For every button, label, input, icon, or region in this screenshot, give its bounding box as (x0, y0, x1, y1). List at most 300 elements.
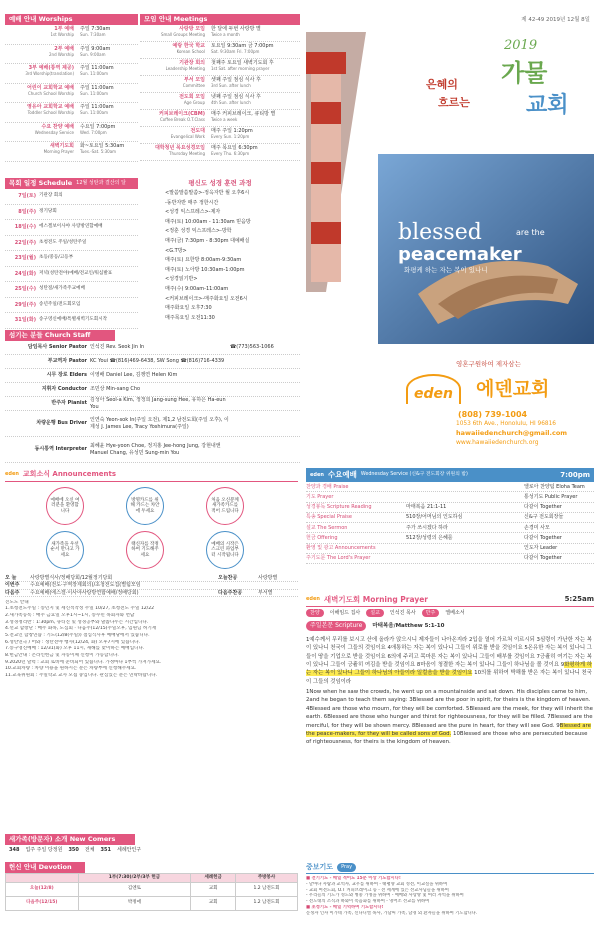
newcomers-section (5, 834, 298, 855)
worship-row (5, 103, 138, 123)
meeting-row (140, 144, 300, 161)
cover-title-3: 가물 (501, 59, 548, 87)
wed-leader: 손경미 사모 (524, 524, 550, 531)
stat-a-label: 업주 주일 당정원 (25, 847, 63, 853)
meeting-name-block (140, 77, 208, 88)
meeting-desc-en: Twice a month (211, 32, 240, 38)
meeting-desc-block (208, 94, 300, 105)
announce-note: 7.송구영신예배 : 12/31(화) 오후 11시, 새해를 맞이하는 예배입니다. (5, 646, 145, 652)
wednesday-row (306, 513, 594, 523)
meeting-name-block (140, 60, 208, 71)
prayer-line: - 전도대의 조직과 하와이 복음화를 위하여 - 영어소 선교를 위하여 (306, 899, 430, 905)
worship-name: 어린이 교회학교 예배 (27, 84, 74, 91)
worship-time-en: Sun. 11:00am (80, 90, 109, 96)
wed-item: 설교 The Sermon (306, 524, 348, 531)
meeting-desc: 매주 목요일 6:30pm (211, 145, 258, 151)
newcomers-stats (5, 845, 298, 855)
meeting-desc-en: Sat. 9:30am Fri. 7:00pm (211, 49, 260, 55)
schedule-date: 18일(수) (14, 224, 36, 231)
meeting-row (140, 76, 300, 93)
wed-leader: 신&구 전도회장들 (524, 514, 564, 521)
prayer-line: - 날마다 사람과 교역자, 교우를 위하여 - 태평양 교회 성전, 이교실을 위하여 (306, 881, 448, 887)
bible-line: 매주화요일 오후7:30 (165, 305, 212, 312)
staff-name: 최혜윤 Hye-yoon Choe, 정지홍 Jee-hong Jung, 강현내앤 Manuel Chang, 유성민 Sung-min You (90, 443, 221, 456)
staff-section (5, 330, 300, 463)
schedule-date: 8일(주) (18, 208, 36, 215)
issue-date: 제 42-49 2019년 12월 8일 (521, 17, 590, 23)
devotion-cell: 1.2 남전도회 (236, 896, 298, 910)
meetings-list (140, 25, 300, 161)
wed-item: 찬양과 경배 Praise (306, 483, 349, 490)
schedule-event: 성탄절/새가족주교예배 (39, 286, 85, 292)
bible-line: 매주(토) 노아방 10:30am-1:00pm (165, 266, 245, 273)
wed-item: 성경봉독 Scripture Reading (306, 504, 372, 510)
devotion-head-cell (6, 874, 79, 883)
worship-time: 화~토요일 5:30am (80, 143, 125, 149)
announce-note: 10.교회차량 : 차량 이용을 원하시는 분은 차량부에 신청해주세요. (5, 666, 137, 672)
meeting-row (140, 127, 300, 144)
staff-row (5, 355, 300, 369)
wed-leader: 통성기도 Public Prayer (524, 493, 578, 500)
wednesday-row (306, 544, 594, 554)
nextsun-label: 다음주 (5, 589, 20, 596)
prayer-value: 사랑방별 (258, 575, 278, 581)
worship-name: 3부 예배(통역 제공) (28, 65, 74, 71)
staff-phone: ☎(773)563-1066 (230, 344, 274, 351)
church-phone: (808) 739-1004 (458, 410, 528, 419)
schedule-date: 22일(주) (14, 239, 36, 246)
staff-name: 조민상 Min-sang Cho (90, 386, 141, 393)
meeting-desc: 매주 커피브레이크, 큐티방 별 (211, 111, 276, 117)
announce-circle: 예배의 시작은 스크린 파업부터 시작됩니다 (206, 531, 244, 569)
worship-name: 수요 찬양 예배 (41, 123, 74, 130)
meeting-name-en: Small Groups Meeting (160, 32, 205, 38)
worship-time: 주일 9:00am (80, 45, 111, 52)
staff-row (5, 341, 300, 355)
schedule-section (5, 178, 138, 329)
wednesday-row (306, 482, 594, 492)
wed-content: 512장/성령의 은혜를 (406, 534, 453, 541)
meeting-name-en: Evangelical Work (170, 134, 205, 140)
stat-a: 348 (9, 847, 20, 853)
worship-name-en: Toddler School Worship (27, 110, 74, 116)
worship-name-en: Morning Prayer (43, 149, 74, 155)
wednesday-subtitle: Wednesday Service (신&구 전도회장 위원의 밤) (360, 472, 468, 477)
devotion-head-cell: 주방봉사 (236, 874, 298, 883)
devotion-row (6, 882, 298, 896)
wednesday-time: 7:00pm (560, 470, 590, 479)
meeting-name-en: Korean School (176, 49, 205, 55)
worship-row (5, 123, 138, 143)
wed-leader: 다같이 Together (524, 555, 562, 562)
worship-name: 2부 예배 (54, 45, 74, 52)
worship-time: 수요일 7:00pm (80, 123, 116, 130)
meeting-name-en: Leadership Meeting (165, 66, 205, 72)
wednesday-header (306, 468, 594, 482)
nextpray-label: 다음주찬공 (218, 589, 243, 596)
worship-time-block (77, 85, 138, 96)
devotion-header-row (6, 874, 298, 883)
dawn-sermon-name: 인석진 목사 (389, 610, 416, 616)
announce-circle: 방명카드를 위해 카드는 차안에 두세요 (126, 487, 164, 525)
wed-item: 환영 및 광고 Announcements (306, 545, 376, 551)
wednesday-title: 수요예배 (327, 470, 357, 480)
worship-time: 주일 11:00am (80, 65, 114, 71)
staff-row (5, 397, 300, 411)
announcement-circles (5, 482, 298, 574)
church-address: 1053 6th Ave., Honolulu, HI 96816 (456, 421, 556, 427)
meeting-desc: 매주 주일 1:20pm (211, 128, 253, 134)
devotion-head-cell: 1부(7:30)/2부/3부 헌금 (78, 874, 191, 883)
wed-leader: 다같이 Together (524, 534, 562, 541)
schedule-event: 기관장 회의 (39, 193, 63, 199)
devotion-row (6, 896, 298, 910)
schedule-event: 송구영신예배/특별새벽기도회시작 (39, 317, 108, 323)
stat-c-label: 세례안인구 (116, 847, 142, 853)
staff-row (5, 369, 300, 383)
announce-today-row (5, 574, 298, 598)
meeting-name: 커피브레이크(CBM) (158, 111, 205, 117)
scripture-ref: 마태복음/Matthew 5:1-10 (372, 622, 445, 629)
cover (306, 14, 594, 460)
worship-list (5, 25, 138, 162)
staff-role: 시무 장로 Elders (46, 372, 87, 379)
schedule-date: 24일(화) (14, 270, 36, 277)
devotion-cell: 김엔토 (78, 882, 191, 896)
meeting-desc-en: Twice a week (211, 117, 238, 123)
dawn-title: 새벽기도회 Morning Prayer (323, 594, 429, 604)
staff-name: 이영배 Daniel Lee, 김쟁연 Helen Kim (90, 372, 178, 379)
announce-note: 6.성탄연극 / 어와 : 성탄전야 행사(12/24, 화) 오후7시에 있습니다. (5, 639, 141, 645)
stat-b-label: 전체 (84, 847, 95, 853)
bible-line: 매주(토) 10:00am - 11:30am 믿음방 (165, 218, 251, 225)
cover-title-2: 흐르는 (438, 96, 470, 109)
worship-time-block (77, 104, 138, 115)
schedule-event: 초등/중등/고등부 (39, 255, 74, 261)
schedule-row (5, 313, 138, 329)
wednesday-order (306, 482, 594, 564)
staff-name: 김성아 Seol-a Kim, 정정희 Jang-sung Hee, 유하은 Ha-eun You (90, 397, 226, 410)
prayer-line: ■ 초청기도 - 매일 기억하여 기도합시다! (306, 904, 384, 910)
announce-note: 2.새가족등록 : 매주 금요일 오후1시~1시, 송수민 목회자와 면담 (5, 613, 135, 619)
schedule-row (5, 220, 138, 236)
wednesday-row (306, 492, 594, 502)
meeting-desc-block (208, 43, 300, 54)
bible-section (140, 178, 300, 323)
announce-note: 3.성경정리반 : 1:30pm, 큐티진 및 성경공부와 말씀나누는 시간입니다. (5, 619, 149, 625)
dawn-piano-name: 엘베소서 (445, 610, 465, 616)
prayer-line: - 교회 여전도회, O.T 커피브레이크 등 - 전 세계에 있는 선교사님들을 위하여 (306, 887, 449, 893)
devotion-cell: 1.2 남전도회 (236, 882, 298, 896)
meeting-desc: 넷째 주일 점심 식사 후 (211, 94, 261, 100)
meetings-header: 모임 안내 Meetings (140, 14, 300, 25)
wed-content (406, 484, 524, 490)
worship-name-block (5, 46, 77, 57)
devotion-table (5, 873, 298, 911)
meeting-desc: 토요일 9:30am 금 7:00pm (211, 43, 274, 49)
announce-circle-item (35, 487, 95, 525)
meeting-name: 예랑 한국 학교 (172, 43, 205, 49)
announce-note: 5.전교인 합창연습 : 기도(12/8(주일)) 점심식사후 예배당에서 있습니다. (5, 633, 150, 639)
scripture-row (306, 619, 594, 633)
announce-note: 진도도 안내 (5, 599, 29, 605)
prayer-section (306, 862, 594, 917)
church-email: hawaiiedenchurch@gmail.com (456, 429, 568, 437)
worship-time-en: Sun. 11:00am (80, 110, 109, 116)
worship-row (5, 64, 138, 84)
meeting-desc-block (208, 77, 300, 88)
announce-note: 1.초청전도주일 : 송년지 및 세신적작성 주일 10/27, 초청전도 주일 12/22 (5, 606, 155, 612)
announce-circle-item (195, 531, 255, 569)
staff-name: KC Youi ☎(816)469-6438, SW Song ☎(816)716-4339 (90, 358, 225, 365)
worship-time-en: Sun. 9:00am (80, 51, 106, 57)
cover-blessed: blessed (398, 220, 482, 245)
meeting-desc-block (208, 111, 300, 122)
dawn-leaders (306, 607, 594, 619)
meeting-name-en: Coffee Break O.T.Class (159, 117, 205, 123)
wed-item: 기도 Prayer (306, 493, 334, 500)
dawn-praise-name: 이해임드 집사 (329, 610, 361, 616)
worship-row (5, 142, 138, 162)
prayer-header (306, 862, 594, 874)
bible-line: <커피브레이크>-매주화요일 오전6시 (165, 295, 248, 302)
schedule-header (5, 178, 138, 189)
wed-content: 마태복음 21:1-11 (406, 504, 447, 510)
worship-header: 예배 안내 Worships (5, 14, 138, 25)
worship-section (5, 14, 138, 162)
bible-line: 매주목요일 오전11:30 (165, 314, 215, 321)
prayer-line: - 우리들의 기도가 성도와 병중 가정을 위하여 - 예배와 사랑방 및 여러 자역을 위하여 (306, 893, 464, 899)
schedule-event: 저녁(성탄전야)예배/전교인/워십발표 (39, 270, 113, 276)
stat-c: 351 (100, 847, 111, 853)
worship-time-en: Sun. 7:30am (80, 32, 106, 38)
cover-title-4: 교회 (526, 93, 569, 118)
church-name-kr: 에덴교회 (476, 378, 550, 400)
announce-circle-item (195, 487, 255, 525)
worship-name: 새벽기도회 (49, 143, 74, 149)
announce-note: 9.2020년 달력 : 교회 로비에 준비되어 있습니다. 가정마다 1부씩 가져가세요. (5, 659, 162, 665)
staff-role: 담임목사 Senior Pastor (27, 344, 87, 351)
meeting-name-block (140, 128, 208, 139)
eden-mini-logo-3: eden (306, 596, 320, 603)
scripture-label: 주일본문 Scripture (306, 621, 366, 631)
staff-role: 반주자 Pianist (51, 400, 87, 407)
stat-b: 350 (68, 847, 79, 853)
worship-time-block (77, 65, 138, 76)
prayer-list (306, 874, 594, 917)
dawn-praise-tag: 찬양 (306, 609, 324, 617)
wed-content (406, 494, 524, 500)
staff-role: 차량운행 Bus Driver (36, 420, 87, 427)
announce-circle: 처음 오신분께 새가족카드를 적어 드립니다 (206, 487, 244, 525)
cover-year: 2019 (504, 38, 538, 53)
meeting-name: 전도회 모임 (179, 94, 205, 100)
schedule-event: 초청전도 주일/성탄주일 (39, 239, 87, 245)
schedule-event: 송년주일/전도회모임 (39, 301, 81, 307)
wed-content (406, 555, 524, 561)
meeting-desc-en: 4th Sun. after lunch (211, 100, 251, 106)
eden-logo-text: eden (414, 386, 453, 402)
devotion-cell: 오늘(12/8) (6, 882, 79, 896)
cover-are-the: are the (516, 228, 545, 237)
meeting-name: 전도대 (190, 128, 205, 134)
meeting-desc-block (208, 145, 300, 156)
staff-role: 부교역자 Pastor (47, 358, 87, 365)
wed-item: 주기도문 The Lord's Prayer (306, 555, 371, 562)
staff-row (5, 411, 300, 437)
meeting-name: 대학청년 목요성경모임 (154, 145, 205, 151)
schedule-event: 에스겔보이사야 사랑방연합예배 (39, 224, 103, 230)
worship-row (5, 25, 138, 45)
nextpray-value: 부서별 (258, 589, 273, 596)
meeting-name-block (140, 43, 208, 54)
church-website: www.hawaiiedenchurch.org (456, 439, 539, 446)
worship-time: 주일 7:30am (80, 26, 111, 32)
announce-circle: 예배에 오신 여러분을 환영합니다 (46, 487, 84, 525)
cover-peacemaker: peacemaker (398, 244, 522, 265)
wednesday-row (306, 533, 594, 543)
meeting-desc: 첫째주 토요일 새벽기도회 후 (211, 60, 274, 66)
eden-mini-logo-2: eden (310, 471, 324, 478)
meeting-row (140, 59, 300, 76)
announce-circle-item (35, 531, 95, 569)
worship-time-block (77, 46, 138, 57)
announce-circle: 태신자를 작정하여 기도해주세요 (126, 531, 164, 569)
schedule-date: 29일(주) (14, 301, 36, 308)
announcements-section (5, 468, 298, 680)
schedule-date: 31일(화) (14, 317, 36, 324)
meeting-row (140, 110, 300, 127)
worship-name-block (5, 104, 77, 115)
worship-name-en: 3rd Worship(translation) (25, 71, 74, 77)
worship-time-block (77, 143, 138, 154)
schedule-row (5, 205, 138, 221)
announce-note: 8.헌금안내 : 온라인헌금 및 자동이체 신청이 가능합니다. (5, 653, 119, 658)
worship-name-block (5, 124, 77, 135)
schedule-row (5, 298, 138, 314)
dawn-piano-tag: 반주 (422, 609, 440, 617)
meeting-desc-block (208, 26, 300, 37)
meeting-desc-en: 1st Sat. after morning prayer (211, 66, 270, 72)
scripture-english-highlight: Blessed are the peace-makers, for they will be called sons of God. (306, 722, 591, 737)
bible-line: <성경읽기반> (165, 276, 198, 283)
announce-circle-item (115, 487, 175, 525)
staff-role: 동시통역 Interpreter (34, 446, 87, 453)
wednesday-section (306, 468, 594, 564)
schedule-title: 목회 일정 Schedule (9, 179, 73, 187)
staff-header: 섬기는 분들 Church Staff (5, 330, 115, 341)
meeting-name-en: Committee (182, 83, 205, 89)
schedule-row (5, 251, 138, 267)
meeting-name: 기관장 회의 (179, 60, 205, 66)
schedule-row (5, 236, 138, 252)
schedule-row (5, 189, 138, 205)
meeting-desc-en: Every Thu. 6:30pm (211, 151, 250, 157)
dawn-sermon-tag: 설교 (366, 609, 384, 617)
meeting-desc-en: Every Sun. 1:20pm (211, 134, 250, 140)
schedule-list (5, 189, 138, 329)
devotion-cell: 교회 (191, 882, 236, 896)
staff-name: 인석진 Rev. Seok Jin In (90, 344, 145, 351)
wednesday-row (306, 523, 594, 533)
meetings-section (140, 14, 300, 161)
scripture-korean-highlight: 화평하게 하는 자는 복이 있나니 그들이 하나님의 아들이라 일컬음을 받을 것임이요 (306, 661, 592, 677)
worship-time-block (77, 124, 138, 135)
staff-name: 인연숙 Yeon-sok In(주일 오전), 제1,2 남전도회(주일 오후), 이제성 J. James Lee, Tracy Yoshimura(주일) (90, 417, 229, 430)
bible-line: <정훈 성경 익스프레스>-방학 (165, 228, 232, 235)
bible-line: 매주(수) 9:00am-11:00am (165, 285, 229, 292)
worship-time-en: Sun. 11:00am (80, 71, 109, 77)
worship-name-en: 2nd Worship (49, 51, 74, 57)
meeting-desc: 셋째 주일 점심 식사 후 (211, 77, 261, 83)
prayer-en: Pray (337, 863, 356, 871)
announce-note: 4.선교 합창단 : 매주 화목, 도심회 · 다음주(12/15)주일오후, 임원님 허기재 (5, 626, 157, 632)
bible-header: 평신도 성경 훈련 과정 (188, 179, 252, 187)
schedule-date: 7일(토) (18, 193, 36, 200)
worship-time-en: Wed. 7:00pm (80, 129, 107, 135)
devotion-header: 헌신 안내 Devotion (5, 862, 85, 873)
cover-title-1: 은혜의 (426, 78, 458, 91)
bible-line: 매주(토) 요한방 8:00am-9:30am (165, 257, 242, 264)
worship-row (5, 84, 138, 104)
meeting-name-block (140, 145, 208, 156)
announce-circle: 새가족을 우선순서 만나고 가세요 (46, 531, 84, 569)
worship-name: 1부 예배 (54, 26, 74, 32)
wed-leader: 엘로아 찬양팀 Eloha Team (524, 483, 585, 490)
announce-circle-item (115, 531, 175, 569)
announcement-notes (5, 598, 298, 680)
schedule-event: 정기당회 (39, 208, 57, 214)
bible-line: <말씀말씀말씀>-정옥자반 월 오후6시 (165, 190, 250, 196)
wed-leader: 다같이 Together (524, 504, 562, 510)
bible-line: -동반자반 매주 정한시간 (165, 199, 219, 206)
schedule-row (5, 282, 138, 298)
next-value: 수요예배(전도·구역장제회의)/초청전도집(별팀모임 (30, 582, 141, 589)
worship-time: 주일 11:00am (80, 84, 114, 91)
devotion-cell: 교회 (191, 896, 236, 910)
scripture-english: 1Now when he saw the crowds, he went up on a mountainside and sat down. His disciples came to him, 2and he began to teach them saying: 3Blessed are the poor in spirit, for theirs is the kingdom of heaven. 4Blessed are those who mourn, for they will be comforted. 5Blessed are the meek, for they will inherit the earth. 6Blessed are those who hunger and thirst for righteousness, for they will be filled. 7Blessed are the merciful, for they will be shown mercy. 8Blessed are the pure in heart, for they will see God. 9Blessed are the peace-makers, for they will be called sons of God. 10Blessed are those who are persecuted because of righteousness, for theirs is the kingdom of heaven. (306, 689, 593, 746)
wed-item: 특송 Special Praise (306, 514, 352, 521)
devotion-head-cell: 세례헌금 (191, 874, 236, 883)
cover-mission: 영혼구원하여 제자삼는 (456, 360, 521, 368)
worship-name-block (5, 85, 77, 96)
prayer-label: 오늘찬공 (218, 575, 238, 581)
next-label: 이번주 (5, 582, 20, 589)
wed-content: 주가 쓰시겠다 하라 (406, 524, 448, 531)
announce-note: 11.교육위원회 : 주일학교 교사 모집 중입니다. 관심있는 분은 연락바랍니다. (5, 672, 158, 678)
devotion-section (5, 862, 298, 911)
wed-content: 510장/어머님의 인도하심 (406, 514, 463, 521)
wed-item: 헌금 Offering (306, 534, 338, 541)
wed-leader: 인도자 Leader (524, 545, 558, 551)
worship-row (5, 45, 138, 65)
staff-row (5, 383, 300, 397)
bible-list (140, 189, 300, 323)
wednesday-row (306, 503, 594, 513)
schedule-note: 12월 성탄과 결산의 달 (76, 180, 126, 186)
meeting-name: 부서 모임 (183, 77, 205, 83)
schedule-date: 23일(월) (14, 255, 36, 262)
eden-mini-logo: eden (5, 471, 19, 478)
schedule-date: 25일(수) (14, 286, 36, 293)
nextsun-value: 수요예배(에스겔·이사야사랑방연합예배/정배당회) (30, 589, 139, 596)
wed-content (406, 545, 524, 551)
today-label: 오 늘 (5, 575, 17, 581)
newcomers-header: 새가족(방문자) 소개 New Comers (5, 834, 135, 845)
prayer-line: 문정자 인자 이가네 가족, 신다니엘 목사, 가남씨 가족, 남경 외 환자들을 위하여 기도합니다. (306, 910, 478, 916)
meeting-row (140, 93, 300, 110)
wednesday-row (306, 554, 594, 564)
